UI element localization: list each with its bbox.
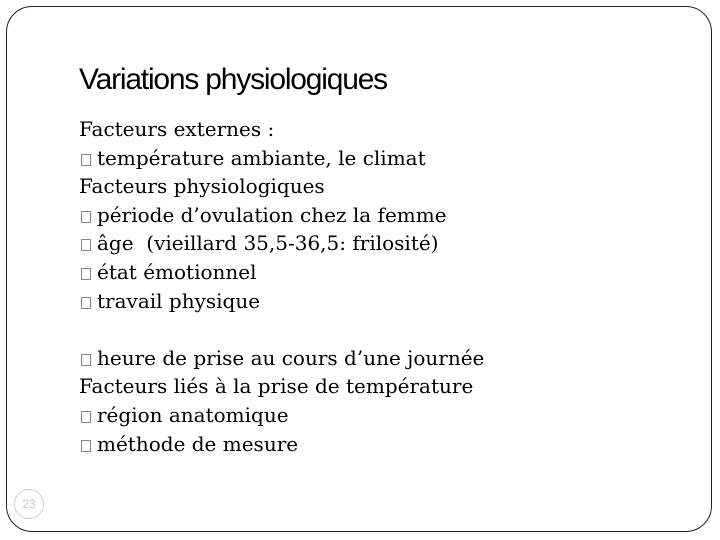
- list-item: [79, 401, 484, 430]
- bullet-icon: [81, 411, 91, 423]
- heading-measurement-factors: [79, 372, 484, 401]
- slide-title: Variations physiologiques: [79, 63, 387, 96]
- bullet-icon: [81, 154, 91, 166]
- list-item: [79, 344, 484, 373]
- bullet-icon: [81, 297, 91, 309]
- line-text: état émotionnel: [97, 259, 257, 284]
- heading-physiological-factors: [79, 172, 484, 201]
- list-item: [79, 287, 484, 316]
- list-item: [79, 229, 484, 258]
- line-text: Facteurs liés à la prise de température: [79, 374, 474, 399]
- bullet-icon: [81, 211, 91, 223]
- bullet-icon: [81, 239, 91, 251]
- bullet-icon: [81, 268, 91, 280]
- line-text: région anatomique: [97, 402, 289, 427]
- slide-number-badge: 23: [14, 489, 44, 519]
- line-text: heure de prise au cours d’une journée: [97, 345, 485, 370]
- line-text: période d’ovulation chez la femme: [97, 202, 447, 227]
- line-text: âge (vieillard 35,5-36,5: frilosité): [97, 231, 439, 256]
- bullet-icon: [81, 354, 91, 366]
- line-text: travail physique: [97, 288, 261, 313]
- line-text: Facteurs externes :: [79, 117, 275, 141]
- line-text: Facteurs physiologiques: [79, 174, 325, 199]
- slide-body: [79, 115, 484, 458]
- line-text: température ambiante, le climat: [97, 145, 426, 170]
- line-text: méthode de mesure: [97, 431, 299, 456]
- bullet-icon: [81, 440, 91, 452]
- list-item: [79, 258, 484, 287]
- list-item: [79, 201, 484, 230]
- heading-external-factors: [79, 115, 484, 144]
- list-item: [79, 430, 484, 459]
- list-item: [79, 144, 484, 173]
- spacer: [79, 315, 484, 344]
